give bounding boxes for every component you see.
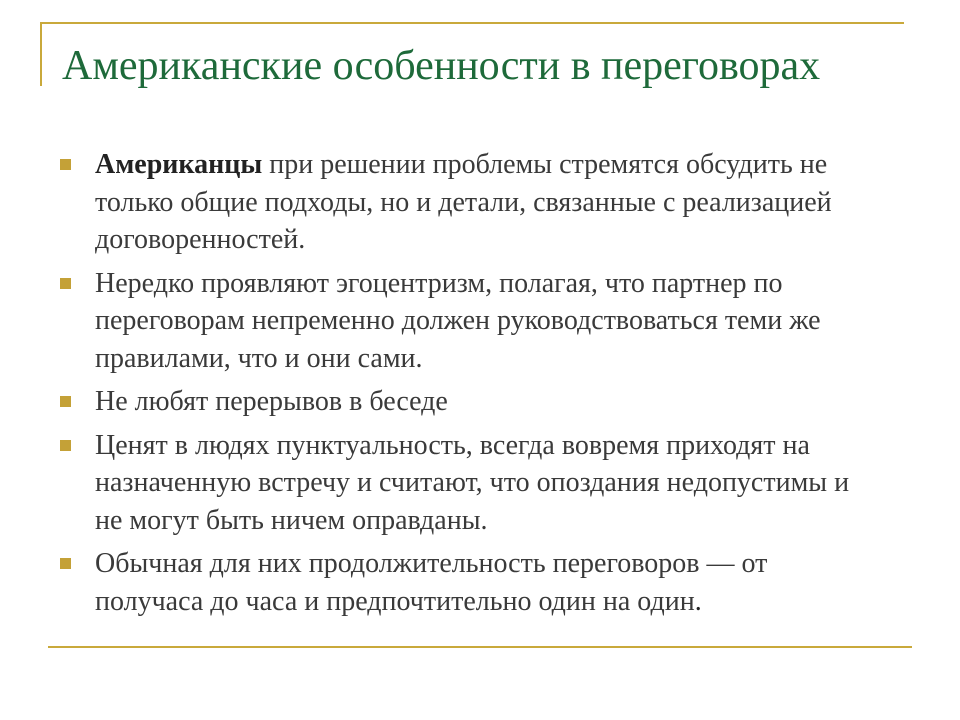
bullet-text: Нередко проявляют эгоцентризм, полагая, что партнер по переговорам непременно должен руководствоваться теми же правилами, что и они сами. bbox=[95, 267, 821, 374]
bullet-text: Не любят перерывов в беседе bbox=[95, 386, 448, 417]
square-bullet-icon bbox=[60, 159, 71, 170]
bullet-end-period: . bbox=[694, 585, 702, 617]
bullet-text: Ценят в людях пунктуальность, всегда вовремя приходят на назначенную встречу и считают, что опоздания недопустимы и не могут быть ничем оправданы. bbox=[95, 429, 850, 536]
left-accent-line bbox=[40, 22, 42, 86]
bullet-item-americans-detail bbox=[60, 146, 880, 259]
square-bullet-icon bbox=[60, 558, 71, 569]
bullet-item-punctuality bbox=[60, 427, 880, 540]
bullet-text: Обычная для них продолжительность переговоров — от получаса до часа и предпочтительно один на один bbox=[95, 548, 768, 617]
square-bullet-icon bbox=[60, 278, 71, 289]
bullet-bold-lead: Американцы bbox=[95, 149, 263, 180]
bottom-divider bbox=[48, 646, 912, 648]
bullet-list bbox=[60, 146, 880, 626]
slide-title: Американские особенности в переговорах bbox=[62, 43, 821, 89]
bullet-item-egocentrism bbox=[60, 265, 880, 378]
square-bullet-icon bbox=[60, 396, 71, 407]
bullet-text: при решении проблемы стремятся обсудить не только общие подходы, но и детали, связанные с реализацией договоренностей. bbox=[95, 149, 832, 255]
bullet-item-no-breaks bbox=[60, 383, 880, 421]
bullet-item-duration bbox=[60, 545, 880, 620]
square-bullet-icon bbox=[60, 440, 71, 451]
top-divider bbox=[40, 22, 904, 24]
